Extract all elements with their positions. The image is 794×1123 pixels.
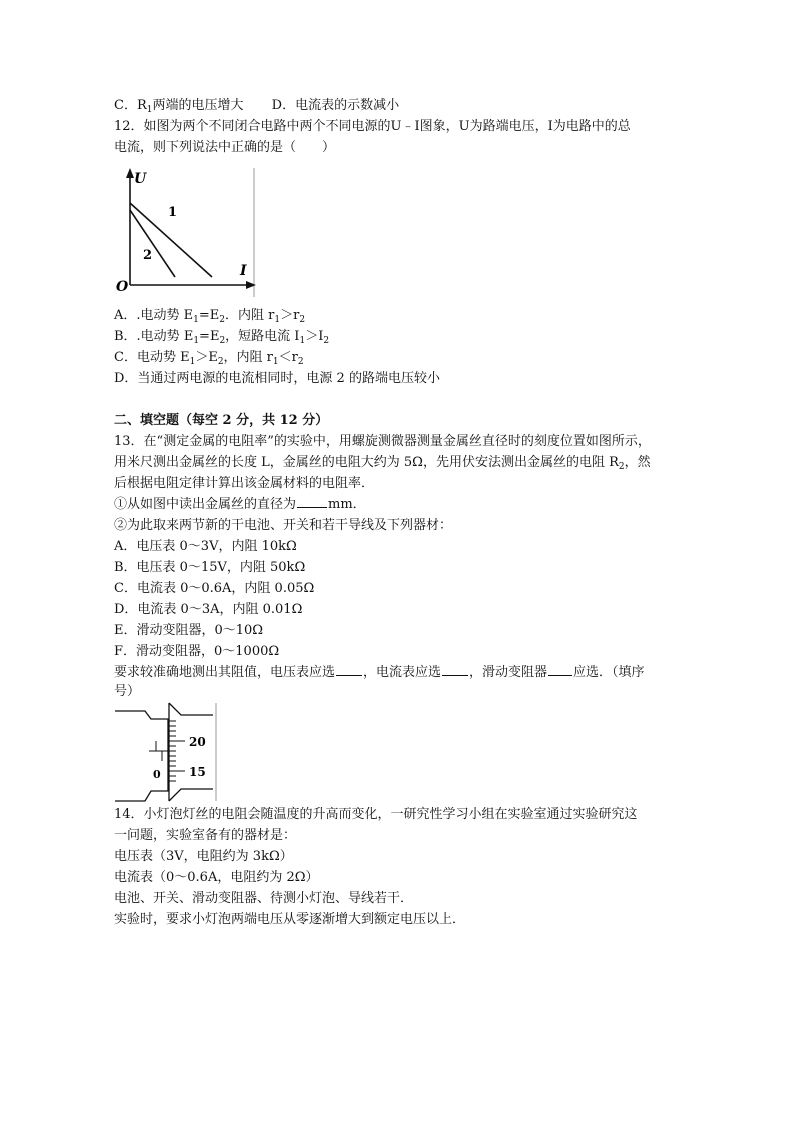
line-2 xyxy=(130,210,175,277)
q14-requirement: 实验时，要求小灯泡两端电压从零逐渐增大到额定电压以上． xyxy=(114,912,466,927)
voltmeter-blank[interactable] xyxy=(336,664,362,676)
q13-option-e: E．滑动变阻器，0～10Ω xyxy=(114,623,264,638)
diameter-blank[interactable] xyxy=(297,496,327,508)
q13-option-c: C．电流表 0～0.6A，内阻 0.05Ω xyxy=(114,581,315,596)
q14-voltmeter: 电压表（3V，电阻约为 3kΩ） xyxy=(114,849,293,864)
q12-option-d: D．当通过两电源的电流相同时，电源 2 的路端电压较小 xyxy=(114,371,440,386)
line-2-label: 2 xyxy=(143,248,153,263)
q13-option-d: D．电流表 0～3A，内阻 0.01Ω xyxy=(114,602,303,617)
q13-option-b: B．电压表 0～15V，内阻 50kΩ xyxy=(114,560,306,575)
origin-label: O xyxy=(116,279,129,295)
q11-option-c: C．$R_1$两端的电压增大 xyxy=(114,98,244,115)
q13-item1: ①从如图中读出金属丝的直径为 mm． xyxy=(114,497,366,512)
rheostat-blank[interactable] xyxy=(548,664,572,676)
q12-option-c: C．电动势 $E_1>E_2$，内阻 $r_1<r_2$ xyxy=(114,350,304,367)
y-axis-label: U xyxy=(134,171,147,187)
x-axis-label: I xyxy=(240,263,247,279)
q14-line2: 一问题，实验室备有的器材是： xyxy=(114,828,297,843)
q12-ui-graph xyxy=(112,165,257,300)
q13-line3: 后根据电阻定律计算出该金属材料的电阻率． xyxy=(114,476,375,491)
q13-requirement-line2: 号） xyxy=(114,684,141,699)
ammeter-blank[interactable] xyxy=(442,664,468,676)
q13-option-f: F．滑动变阻器，0～1000Ω xyxy=(114,644,280,659)
q11-options-cd xyxy=(114,97,399,115)
q13-item2: ②为此取来两节新的干电池、开关和若干导线及下列器材： xyxy=(114,518,453,533)
q13-line1: 13．在“测定金属的电阻率”的实验中，用螺旋测微器测量金属丝直径时的刻度位置如图所示， xyxy=(114,434,651,449)
q14-equipment: 电池、开关、滑动变阻器、待测小灯泡、导线若干． xyxy=(114,891,414,906)
micrometer-15-label: 15 xyxy=(189,765,206,779)
q12-stem-line1: 12．如图为两个不同闭合电路中两个不同电源的U﹣I图象，U为路端电压，I为电路中的总 xyxy=(114,119,631,134)
line-1-label: 1 xyxy=(168,205,178,220)
q14-ammeter: 电流表（0～0.6A，电阻约为 2Ω） xyxy=(114,870,319,885)
micrometer-zero-label: 0 xyxy=(153,768,161,781)
q12-option-b: B．.电动势 $E_1=E_2$，短路电流 $I_1>I_2$ xyxy=(114,329,330,346)
q13-requirement: 要求较准确地测出其阻值，电压表应选 ，电流表应选 ，滑动变阻器 应选．（填序 xyxy=(114,665,645,680)
q12-stem-line2: 电流，则下列说法中正确的是（ ） xyxy=(114,140,336,155)
q13-option-a: A．电压表 0～3V，内阻 10kΩ xyxy=(114,539,297,554)
micrometer-20-label: 20 xyxy=(189,735,206,749)
micrometer-figure xyxy=(113,701,219,803)
q13-line2: 用米尺测出金属丝的长度 L，金属丝的电阻大约为 5Ω，先用伏安法测出金属丝的电阻 $R_2$，然 xyxy=(114,455,651,472)
section2-title: 二、填空题（每空 2 分，共 12 分） xyxy=(114,413,329,428)
q12-option-a: A．.电动势 $E_1=E_2$．内阻 $r_1>r_2$ xyxy=(114,308,306,325)
q11-option-d: D．电流表的示数减小 xyxy=(271,98,400,113)
q14-line1: 14．小灯泡灯丝的电阻会随温度的升高而变化，一研究性学习小组在实验室通过实验研究这 xyxy=(114,807,638,822)
